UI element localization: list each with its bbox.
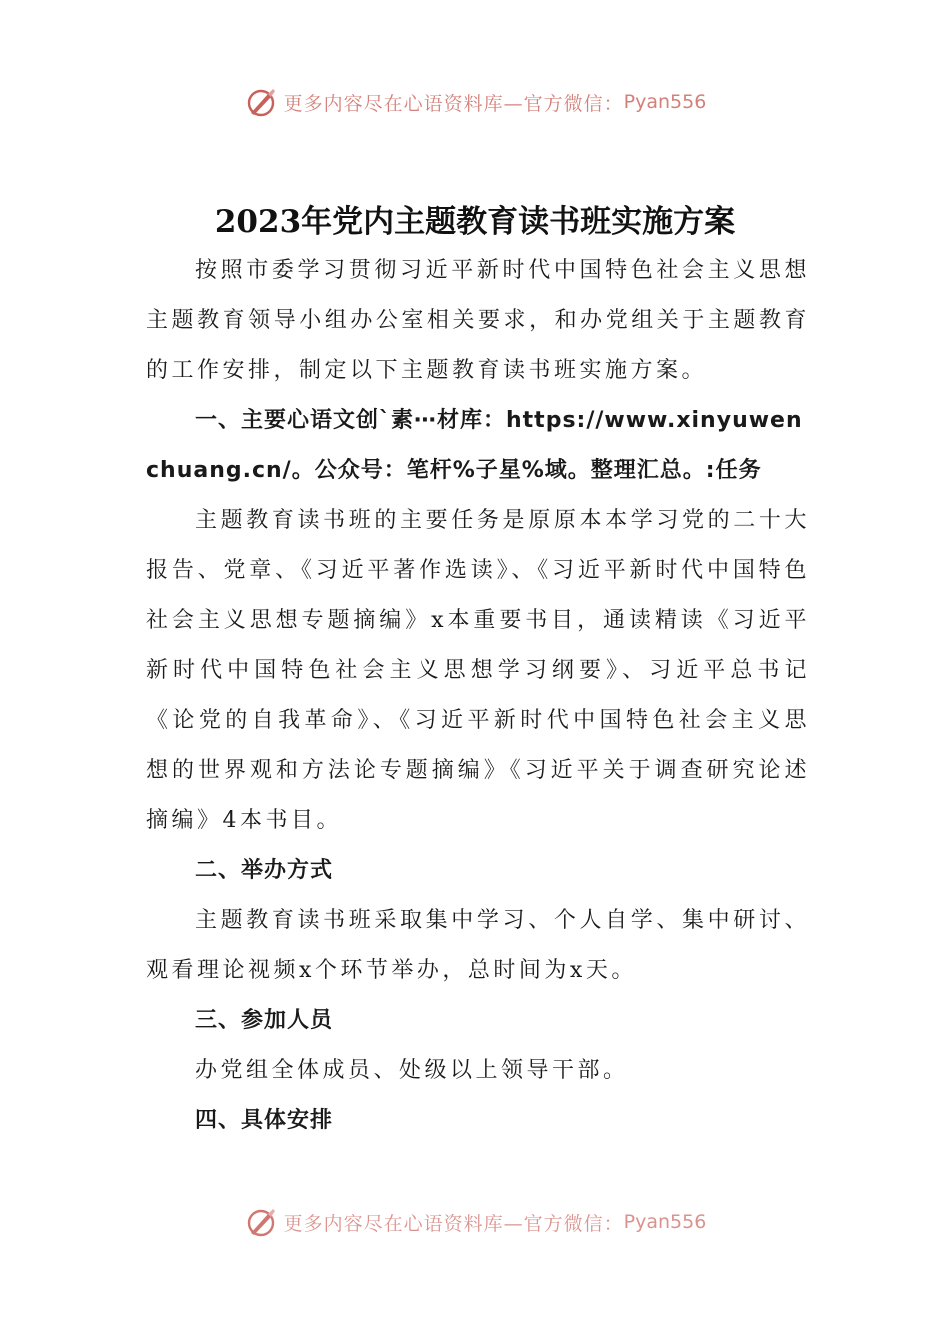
section-3-body: 办党组全体成员、处级以上领导干部。 (195, 1058, 629, 1083)
intro-paragraph: 按照市委学习贯彻习近平新时代中国特色社会主义思想主题教育领导小组办公室相关要求，和办党组关于主题教育的工作安排，制定以下主题教育读书班实施方案。 (146, 258, 810, 383)
pen-circle-logo-icon (244, 1205, 278, 1239)
section-1-heading: 一、主要心语文创`素⋯材库：https://www.xinyuwenchuang.cn/。公众号：笔杆%子星%域。整理汇总。:任务 (146, 408, 803, 483)
footer-banner (0, 1202, 950, 1242)
section-2-body: 主题教育读书班采取集中学习、个人自学、集中研讨、观看理论视频x个环节举办，总时间为x天。 (146, 908, 810, 983)
banner-wechat-id: Pyan556 (623, 1211, 707, 1233)
header-banner (0, 82, 950, 122)
banner-wechat-id: Pyan556 (623, 91, 707, 113)
pen-circle-logo-icon (244, 85, 278, 119)
section-3-heading: 三、参加人员 (195, 1008, 334, 1033)
section-2-heading: 二、举办方式 (195, 858, 334, 883)
banner-text: 更多内容尽在心语资料库—官方微信： (283, 1212, 624, 1235)
section-4-heading: 四、具体安排 (195, 1108, 334, 1133)
banner-text: 更多内容尽在心语资料库—官方微信： (283, 92, 624, 115)
document-title: 2023年党内主题教育读书班实施方案 (214, 204, 736, 240)
section-1-body: 主题教育读书班的主要任务是原原本本学习党的二十大报告、党章、《习近平著作选读》、《习近平新时代中国特色社会主义思想专题摘编》x本重要书目，通读精读《习近平新时代中国特色社会主义思想学习纲要》、习近平总书记《论党的自我革命》、《习近平新时代中国特色社会主义思想的世界观和方法论专题摘编》《习近平关于调查研究论述摘编》4本书目。 (146, 508, 810, 833)
document-body (146, 246, 810, 1146)
